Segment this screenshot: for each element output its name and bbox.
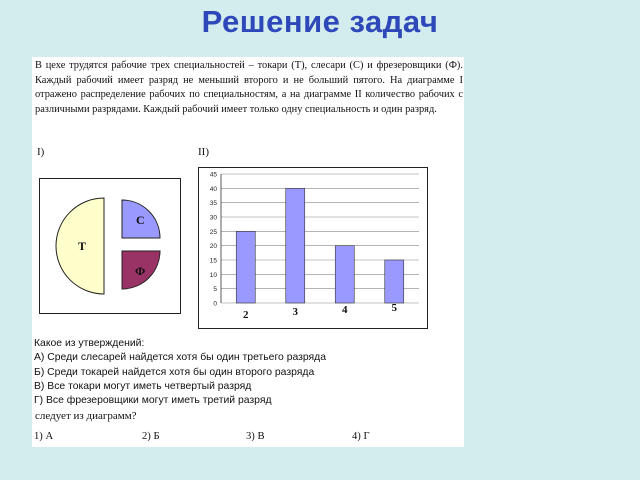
y-tick-label: 0 [213, 300, 217, 308]
answer-3[interactable]: 3) В [246, 431, 265, 442]
figure-2-label: II) [198, 146, 209, 158]
option-d: Г) Все фрезеровщики могут иметь третий разряд [34, 395, 272, 407]
bar [385, 260, 404, 303]
question-block [34, 337, 462, 408]
pie-label-t: Т [78, 239, 87, 253]
answer-1[interactable]: 1) А [34, 431, 54, 442]
y-tick-label: 40 [209, 185, 217, 193]
x-category-label: 2 [243, 309, 249, 321]
option-c: В) Все токари могут иметь четвертый разряд [34, 380, 252, 392]
problem-statement: В цехе трудятся рабочие трех специальностей – токари (Т), слесари (С) и фрезеровщики (Ф). Каждый рабочий имеет разряд не меньший второго и не больший пятого. На диаграмме I отражено распределение рабочих по специальностям, а на диаграмме II количество рабочих с различными разрядами. Каждый рабочий имеет только одну специальность и один разряд. [35, 60, 463, 115]
pie-diagram [39, 178, 181, 314]
question-follow-up: следует из диаграмм? [35, 410, 137, 422]
y-tick-label: 20 [209, 243, 217, 251]
bar [286, 188, 305, 303]
y-tick-label: 25 [209, 228, 217, 236]
y-tick-label: 10 [209, 271, 217, 279]
question-intro: Какое из утверждений: [34, 338, 145, 349]
pie-label-c: С [136, 213, 145, 227]
bar-chart [198, 167, 428, 329]
y-tick-label: 30 [209, 214, 217, 222]
y-tick-label: 15 [209, 257, 217, 265]
y-tick-label: 45 [209, 171, 217, 179]
x-category-label: 4 [342, 304, 348, 316]
y-tick-label: 35 [209, 200, 217, 208]
pie-label-f: Ф [135, 264, 146, 278]
answer-choices [32, 431, 464, 447]
x-category-label: 5 [391, 302, 397, 314]
option-b: Б) Среди токарей найдется хотя бы один второго разряда [34, 366, 315, 378]
bar [335, 246, 354, 303]
y-tick-label: 5 [213, 286, 217, 294]
x-category-label: 3 [292, 306, 298, 318]
bar [236, 231, 255, 303]
answer-2[interactable]: 2) Б [142, 431, 160, 442]
task-image [32, 57, 464, 447]
answer-4[interactable]: 4) Г [352, 431, 370, 442]
figure-1-label: I) [37, 146, 45, 158]
slide-title: Решение задач [201, 4, 439, 39]
option-a: А) Среди слесарей найдется хотя бы один третьего разряда [34, 352, 327, 364]
